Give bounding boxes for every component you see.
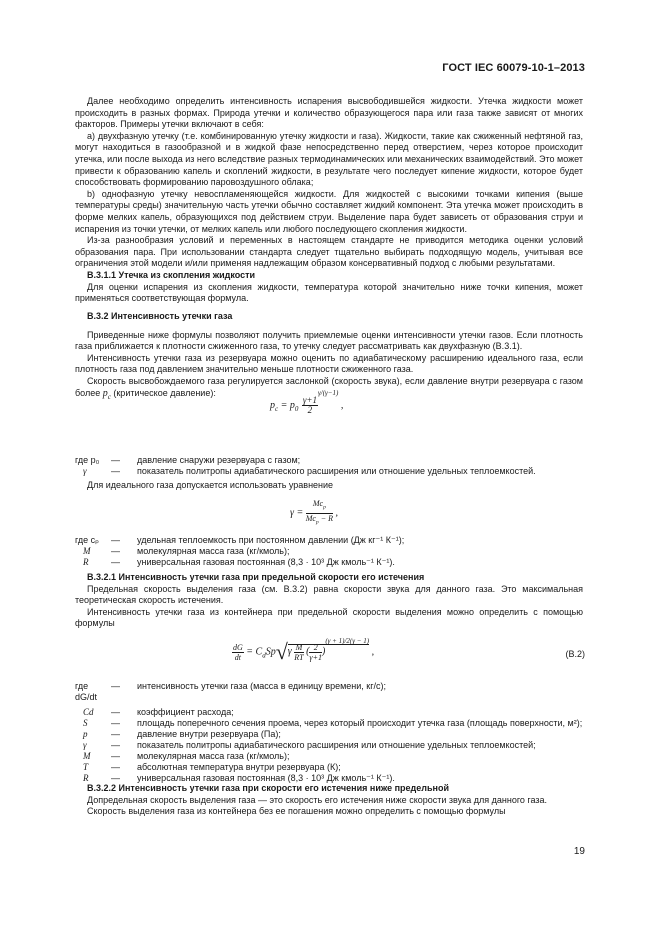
definition-text: абсолютная температура внутри резервуара (К);	[137, 762, 341, 772]
definition-text: показатель политропы адиабатического расширения или отношение удельных теплоемкостей.	[137, 466, 536, 476]
body-block-4	[75, 572, 583, 630]
definition-dash: —	[111, 557, 120, 567]
body-block-5	[75, 783, 583, 818]
definition-dash: —	[111, 466, 120, 476]
formula-gamma: γ = $\frac{Mc_p}{Mc_p - R}$ ,	[290, 499, 339, 526]
definition-row	[75, 729, 585, 740]
definition-text: молекулярная масса газа (кг/кмоль);	[137, 751, 290, 761]
definition-row	[75, 466, 585, 477]
paragraph: Интенсивность утечки газа из контейнера при предельной скорости выделения можно определить с помощью формулы	[75, 606, 583, 629]
definition-row	[75, 740, 585, 751]
definition-text: давление снаружи резервуара с газом;	[137, 455, 301, 465]
definition-text: универсальная газовая постоянная (8,3 · 10³ Дж кмоль⁻¹ К⁻¹).	[137, 557, 395, 567]
definition-dash: —	[111, 751, 120, 761]
paragraph: Из-за разнообразия условий и переменных в настоящем стандарте не приводится методика оценки условий образования пара. При использовании стандарта следует тщательно выбирать подходящую модель, учитывая все ограничения этой модели и/или применяя надлежащим образом консервативный подход с любыми результатами.	[75, 235, 583, 269]
definition-text: молекулярная масса газа (кг/кмоль);	[137, 546, 290, 556]
definition-symbol: где cₚ	[75, 535, 99, 545]
definition-row	[75, 546, 585, 557]
definition-text: универсальная газовая постоянная (8,3 · 10³ Дж кмоль⁻¹ К⁻¹).	[137, 773, 395, 783]
document-header: ГОСТ IEC 60079-10-1–2013	[442, 62, 585, 74]
paragraph: Предельная скорость выделения газа (см. В.3.2) равна скорости звука для данного газа. Это максимальная теоретическая скорость истечения.	[75, 583, 583, 606]
formula-critical-pressure: $p_c = p_0$ $\frac{\gamma+1}{2}$ $^{\gamma/(\gamma-1)}$ ,	[270, 389, 344, 415]
section-heading: В.3.2 Интенсивность утечки газа	[87, 311, 233, 321]
definition-row	[75, 751, 585, 762]
paragraph: Для идеального газа допускается использовать уравнение	[87, 480, 334, 490]
section-heading: В.3.1.1 Утечка из скопления жидкости	[87, 269, 256, 280]
definition-dash: —	[111, 773, 120, 783]
definition-list-3	[75, 681, 585, 784]
definition-symbol: p	[83, 729, 88, 739]
definition-row	[75, 455, 585, 466]
definition-dash: —	[111, 762, 120, 772]
paragraph: Далее необходимо определить интенсивность испарения высвободившейся жидкости. Утечка жидкости может происходить в разных формах. Природа утечки и количество образующегося пара или газа также зависят от многих факторов. Примеры утечки включают в себя:	[75, 96, 583, 130]
definition-row	[75, 535, 585, 546]
paragraph: Скорость выделения газа из контейнера без ее погашения можно определить с помощью формулы	[87, 806, 506, 817]
definition-dash: —	[111, 729, 120, 739]
body-block-3	[75, 480, 583, 492]
definition-symbol: R	[83, 557, 89, 567]
definition-dash: —	[111, 535, 120, 545]
definition-text: удельная теплоемкость при постоянном давлении (Дж кг⁻¹ К⁻¹);	[137, 535, 405, 545]
definition-dash: —	[111, 707, 120, 717]
page-number: 19	[573, 846, 585, 857]
definition-symbol: M	[83, 751, 91, 761]
paragraph: Интенсивность утечки газа из резервуара можно оценить по адиабатическому расширению идеального газа, если плотность газа под давлением значительно меньше плотности сжиженного газа.	[75, 352, 583, 375]
formula-number: (В.2)	[565, 649, 585, 659]
body-block-1	[75, 96, 583, 305]
definition-symbol: M	[83, 546, 91, 556]
definition-symbol: γ	[83, 466, 87, 476]
definition-symbol: S	[83, 718, 88, 728]
definition-symbol: где dG/dt	[75, 681, 98, 702]
section-heading: В.3.2.2 Интенсивность утечки газа при скорости его истечения ниже предельной	[87, 783, 449, 793]
paragraph: Приведенные ниже формулы позволяют получить приемлемые оценки интенсивности утечки газов. Если плотность газа приближается к плотности сжиженного газа, то утечку следует рассматривать как двухфазную (В.3.1).	[75, 329, 583, 352]
definition-list-1	[75, 455, 585, 477]
definition-dash: —	[111, 546, 120, 556]
definition-row	[75, 718, 585, 729]
paragraph-part: (критическое давление):	[113, 387, 216, 398]
definition-symbol: T	[83, 762, 89, 772]
definition-row	[75, 557, 585, 568]
definition-dash: —	[111, 718, 120, 728]
definition-row	[75, 681, 585, 703]
definition-list-2	[75, 535, 585, 568]
definition-row	[75, 707, 585, 718]
formula-b2: $\frac{dG}{dt}$ = $C_dSp√\gamma$ $\frac{M}{RT}$ ( $\frac{2}{\gamma+1}$ )$^{(\gamma + 1)/2(\gamma - 1)}$ ,	[233, 636, 375, 664]
definition-dash: —	[111, 681, 120, 691]
definition-text: интенсивность утечки газа (масса в единицу времени, кг/с);	[137, 681, 387, 691]
definition-dash: —	[111, 455, 120, 465]
definition-text: давление внутри резервуара (Па);	[137, 729, 281, 739]
section-heading: В.3.2.1 Интенсивность утечки газа при предельной скорости его истечения	[87, 572, 425, 582]
paragraph-part: Скорость высвобождаемого газа регулируется заслонкой (скорость звука), если давление внутри резервуара с газом более	[75, 375, 583, 398]
critical-pressure-symbol: $p_c$	[102, 387, 111, 401]
definition-text: коэффициент расхода;	[137, 707, 234, 717]
definition-symbol: R	[83, 773, 89, 783]
paragraph: Для оценки испарения из скопления жидкости, температура которой значительно ниже точки кипения, может применяться соответствующая формула.	[75, 281, 583, 304]
definition-row	[75, 762, 585, 773]
definition-dash: —	[111, 740, 120, 750]
paragraph: а) двухфазную утечку (т.е. комбинированную утечку жидкости и газа). Жидкости, такие как сжиженный нефтяной газ, могут находиться в газообразной и в жидкой фазе непосредственно перед отверстием, через которое происходит утечка, или после выхода из него вследствие разных термодинамических или механических взаимодействий. Это может привести к образованию капель и скоплений жидкости, в результате чего последует кипение жидкости, которое будет способствовать формированию паровоздушного облака;	[75, 130, 583, 188]
definition-symbol: γ	[83, 740, 87, 750]
definition-text: показатель политропы адиабатического расширения или отношение удельных теплоемкостей;	[137, 740, 536, 750]
definition-symbol: где p₀	[75, 455, 100, 465]
definition-symbol: Cd	[83, 707, 94, 717]
paragraph: b) однофазную утечку невоспламеняющейся жидкости. Для жидкостей с высокими точками кипения (выше температуры среды) значительную часть утечки обычно составляет жидкий компонент. Эта утечка может происходить в форме мелких капель, образующихся под действием струи. Выделение пара будет зависеть от образования струи и испарения из точки утечки, от мелких капель или любого последующего скопления жидкости.	[75, 188, 583, 234]
paragraph: Допредельная скорость выделения газа — это скорость его истечения ниже скорости звука для данного газа.	[87, 794, 548, 805]
definition-text: площадь поперечного сечения проема, через который происходит утечка газа (площадь поверхности, м²);	[137, 718, 583, 728]
